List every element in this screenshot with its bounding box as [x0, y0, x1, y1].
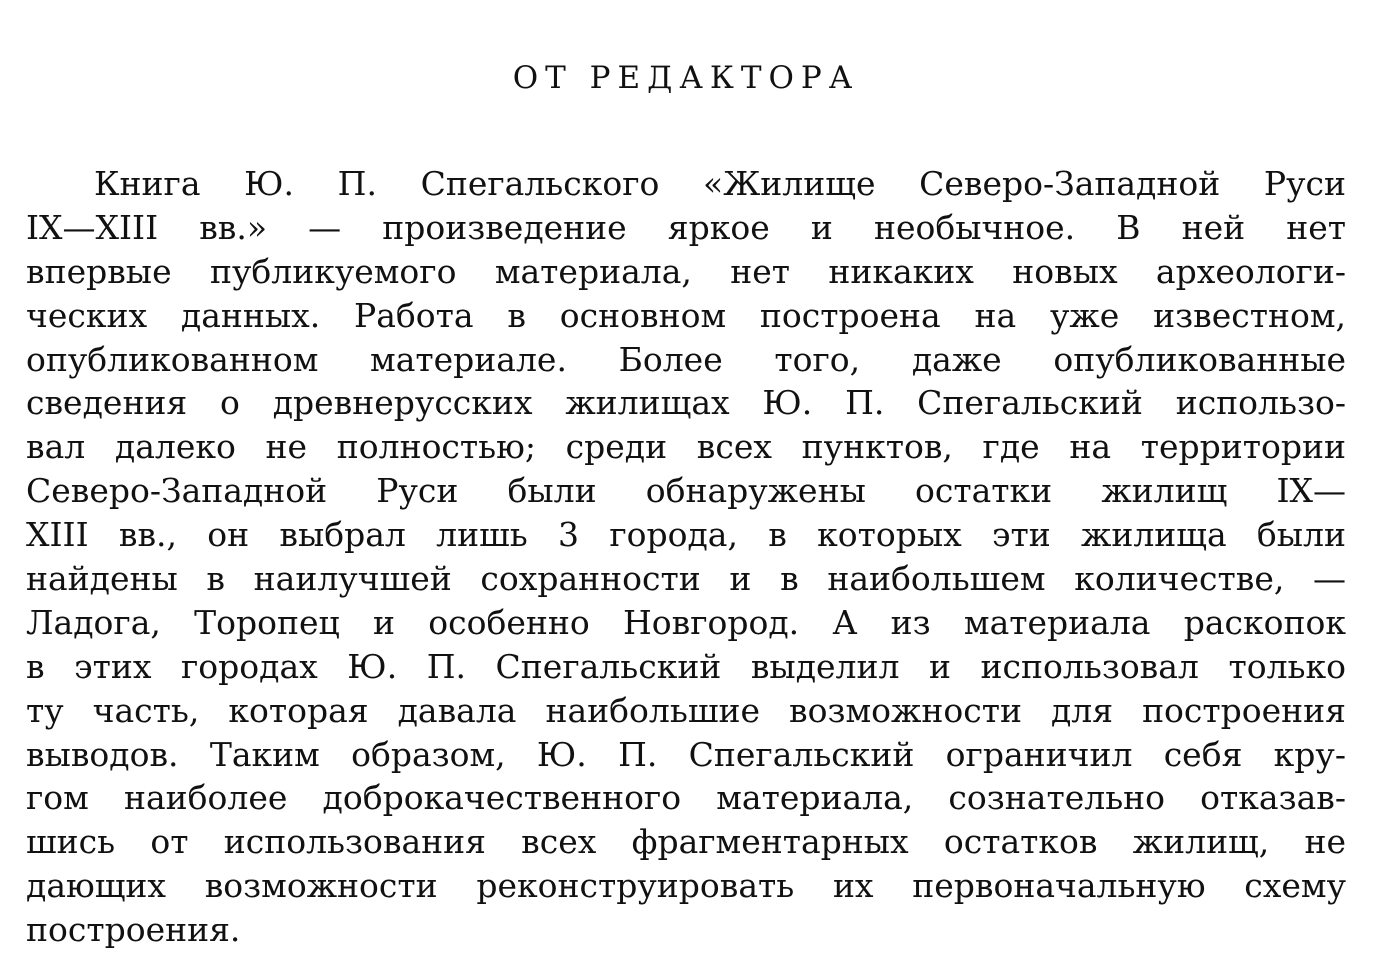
- text-line: шись от использования всех фрагментарных остатков жилищ, не: [26, 822, 1346, 862]
- page-heading: ОТ РЕДАКТОРА: [512, 60, 860, 96]
- text-line: выводов. Таким образом, Ю. П. Спегальский ограничил себя кру-: [26, 734, 1346, 774]
- text-line: XIII вв., он выбрал лишь 3 города, в которых эти жилища были: [26, 515, 1346, 555]
- paragraph: [26, 162, 1346, 952]
- text-line: найдены в наилучшей сохранности и в наибольшем количестве, —: [26, 559, 1346, 599]
- text-line: Северо-Западной Руси были обнаружены остатки жилищ IX—: [26, 471, 1346, 511]
- text-line: впервые публикуемого материала, нет никаких новых археологи-: [26, 251, 1346, 291]
- text-line: IX—XIII вв.» — произведение яркое и необычное. В ней нет: [26, 207, 1346, 247]
- text-line: сведения о древнерусских жилищах Ю. П. Спегальский использо-: [26, 383, 1346, 423]
- text-line: вал далеко не полностью; среди всех пунктов, где на территории: [26, 427, 1346, 467]
- text-line: Ладога, Торопец и особенно Новгород. А из материала раскопок: [26, 602, 1346, 642]
- text-line: построения.: [26, 910, 241, 950]
- book-page: [26, 0, 1346, 970]
- text-line: гом наиболее доброкачественного материала, сознательно отказав-: [26, 778, 1346, 818]
- text-line: дающих возможности реконструировать их первоначальную схему: [26, 866, 1346, 906]
- text-line: Книга Ю. П. Спегальского «Жилище Северо-Западной Руси: [94, 164, 1346, 203]
- text-line: ческих данных. Работа в основном построена на уже известном,: [26, 295, 1346, 335]
- text-line: в этих городах Ю. П. Спегальский выделил и использовал только: [26, 646, 1346, 686]
- text-line: ту часть, которая давала наибольшие возможности для построения: [26, 690, 1346, 730]
- text-line: опубликованном материале. Более того, даже опубликованные: [26, 339, 1346, 379]
